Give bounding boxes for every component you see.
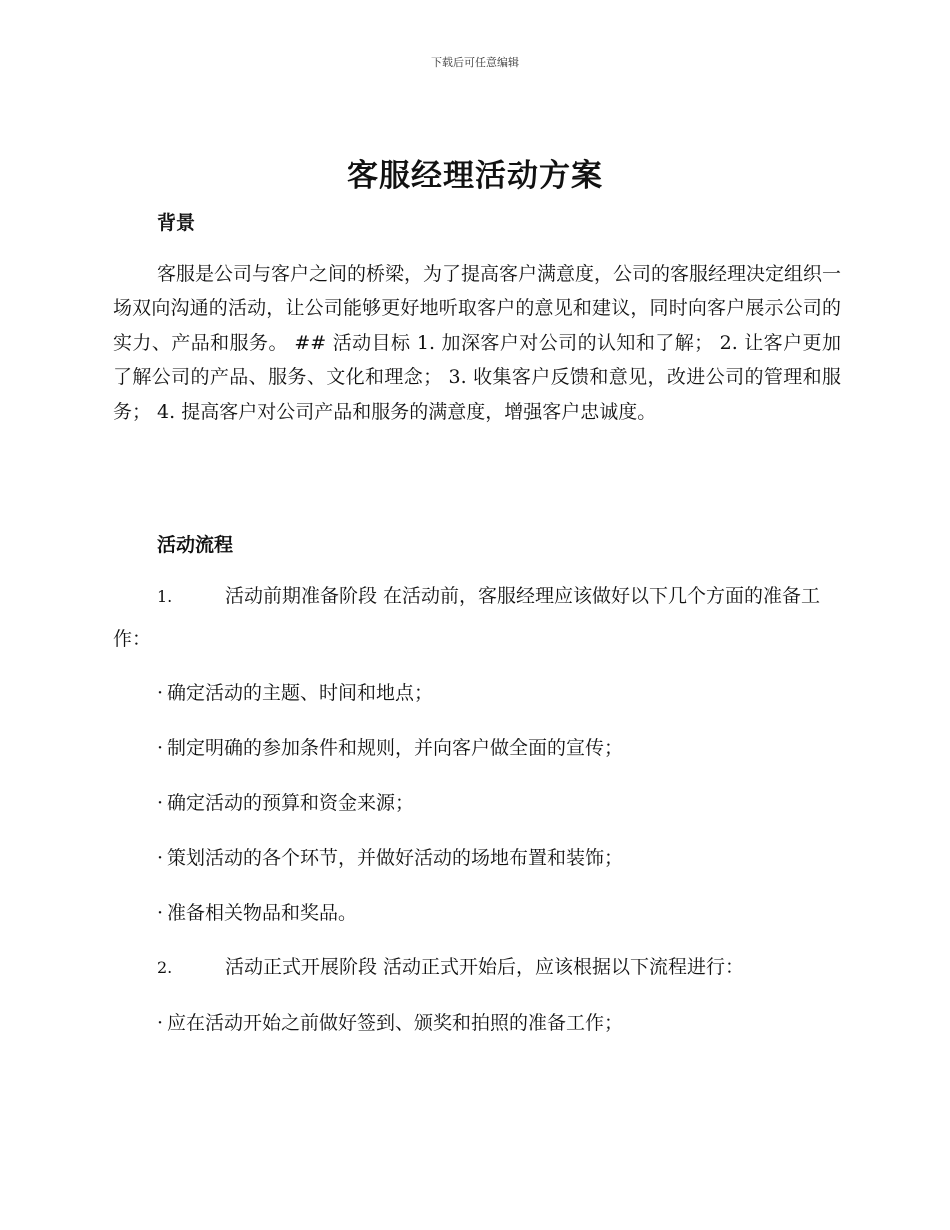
step-number: 2. bbox=[157, 958, 173, 977]
background-paragraph: 客服是公司与客户之间的桥梁，为了提高客户满意度，公司的客服经理决定组织一场双向沟通的活动，让公司能够更好地听取客户的意见和建议，同时向客户展示公司的实力、产品和服务。 ## 活动目标 1. 加深客户对公司的认知和了解； 2. 让客户更加了解公司的产品、服务、文化和理念； 3. 收集客户反馈和意见，改进公司的管理和服务； 4. 提高客户对公司产品和服务的满意度，增强客户忠诚度。 bbox=[113, 263, 842, 423]
header-note: 下载后可任意编辑 bbox=[431, 56, 519, 69]
bullet-icon: · bbox=[157, 1012, 164, 1034]
bullet-icon: · bbox=[157, 792, 164, 814]
step-text: 活动前期准备阶段 在活动前，客服经理应该做好以下几个方面的准备工作： bbox=[113, 585, 821, 650]
section-heading-process: 活动流程 bbox=[157, 534, 234, 556]
list-item: · 策划活动的各个环节，并做好活动的场地布置和装饰； bbox=[157, 843, 623, 873]
process-step-1 bbox=[113, 575, 841, 660]
bullet-icon: · bbox=[157, 737, 164, 759]
bullet-icon: · bbox=[157, 847, 164, 869]
list-item: · 应在活动开始之前做好签到、颁奖和拍照的准备工作； bbox=[157, 1008, 623, 1038]
document-title: 客服经理活动方案 bbox=[347, 158, 603, 194]
list-item: · 制定明确的参加条件和规则，并向客户做全面的宣传； bbox=[157, 733, 623, 763]
bullet-icon: · bbox=[157, 682, 164, 704]
section-heading-background: 背景 bbox=[157, 212, 196, 234]
process-step-2 bbox=[113, 946, 841, 989]
list-item: · 准备相关物品和奖品。 bbox=[157, 898, 357, 928]
step-text: 活动正式开展阶段 活动正式开始后，应该根据以下流程进行： bbox=[225, 956, 745, 978]
list-item: · 确定活动的预算和资金来源； bbox=[157, 788, 414, 818]
step-number: 1. bbox=[157, 587, 173, 606]
bullet-icon: · bbox=[157, 902, 164, 924]
list-item: · 确定活动的主题、时间和地点； bbox=[157, 678, 433, 708]
